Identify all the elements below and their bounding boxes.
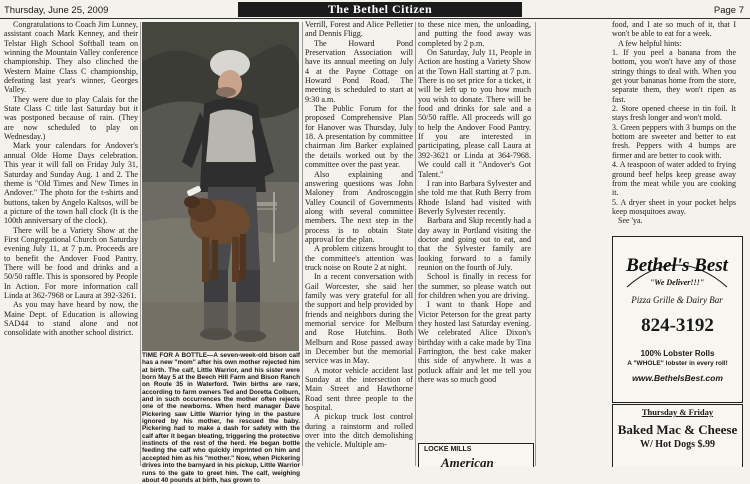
paragraph: A problem citizens brought to the committee's attention was truck noise on Route 2 at night.	[305, 244, 413, 272]
ad-locke-mills-name: American	[441, 455, 494, 470]
paragraph: Congratulations to Coach Jim Lunney, assistant coach Mark Kenney, and their Telstar High School Softball team on winning the Mountain Valley conference championship. They also clinched the Western Maine Class C championship, defeating last year's winner, Georges Valley.	[4, 20, 138, 95]
ad-subtitle: Pizza Grille & Dairy Bar	[631, 295, 723, 305]
special-ad	[612, 404, 743, 467]
page-header	[0, 0, 750, 20]
paragraph: Verrill, Forest and Alice Pelletier and Dennis Fligg.	[305, 20, 413, 39]
page-number: Page 7	[713, 5, 744, 16]
column-divider	[140, 22, 141, 466]
paragraph: They were due to play Calais for the State Class C title last Saturday but it was postponed because of rain. (They are now scheduled to play on Wednesday.)	[4, 94, 138, 142]
paragraph: School is finally in recess for the summer, so please watch out for children when you are driving.	[418, 272, 531, 300]
bethels-best-logo	[623, 247, 731, 305]
paragraph: See 'ya.	[618, 216, 643, 226]
column-divider	[415, 22, 416, 466]
paragraph: 4. A teaspoon of water added to frying ground beef helps keep grease away from the meat while you are cooking it.	[612, 160, 736, 198]
paragraph: The Public Forum for the proposed Comprehensive Plan for Hanover was Thursday, July 18. A presentation by committee chairman Jim Barker explained the details worked out by the committee over the past year.	[305, 104, 413, 170]
paragraph: food, and I ate so much of it, that I won't be able to eat for a week.	[612, 20, 736, 39]
column-divider	[302, 22, 303, 466]
photo-caption	[142, 352, 300, 484]
paragraph: There will be a Variety Show at the First Congregational Church on Saturday evening July 11, at 7 p.m. Proceeds are to benefit the Andover Food Pantry. There will be food and drinks and a 50/50 raffle. This is sponsored by People In Action. For more information call Linda at 362-7968 or Laura at 392-3261.	[4, 225, 138, 300]
special-item: Baked Mac & Cheese	[617, 422, 738, 437]
paragraph: Mark your calendars for Andover's annual Olde Home Days celebration. This year it will fall on Friday July 31, Saturday and Sunday Aug. 1 and 2. The theme is "Old Times and New Times in Andover." The photo for the t-shirts and buttons, taken by Angelo Kaltsos, will be a picture of the town hall clock (It is the 100th anniversary of the clock).	[4, 141, 138, 226]
ad-tagline: "We Deliver!!!"	[649, 278, 705, 287]
ad-locke-mills-label: LOCKE MILLS	[424, 446, 472, 453]
paragraph: A pickup truck lost control during a rainstorm and rolled over into the ditch demolishing the vehicle. Multiple am-	[305, 412, 413, 450]
bison-calf-photo	[142, 22, 299, 351]
ad-website: www.BethelsBest.com	[632, 373, 723, 383]
paragraph: In a recent conversation with Gail Worcester, she said her family was very grateful for all the support and help provided by friends and neighbors during the memorial service for Melburn and Rose Hutchins. Both Melburn and Rose passed away in December but the memorial service was in May.	[305, 272, 413, 366]
ad-lobster-subline: A "WHOLE" lobster in every roll!	[627, 360, 728, 367]
special-sub: W/ Hot Dogs $.99	[640, 439, 715, 450]
ad-phone: 824-3192	[641, 315, 714, 336]
paragraph: 3. Green peppers with 3 bumps on the bottom are sweeter and better to eat fresh. Peppers with 4 bumps are firmer and are better to cook with.	[612, 122, 736, 160]
paragraph: Also explaining and answering questions was John Maloney from Androscoggin Valley Council of Governments along with several committee members. The next step in the process is to obtain State approval for the plan.	[305, 169, 413, 244]
locke-mills-ad	[418, 443, 534, 470]
paragraph: 2. Store opened cheese in tin foil. It stays fresh longer and won't mold.	[612, 104, 736, 123]
paragraph: Barbara and Skip recently had a day away in Portland visiting the doctor and going out to eat, and that the Sylvester family are looking forward to a family reunion on the fourth of July.	[418, 216, 531, 272]
caption-lead: TIME FOR A BOTTLE—	[142, 352, 214, 359]
paragraph: 1. If you peel a banana from the bottom, you won't have any of those stringy things to deal with. When you get your bananas home from the store, separate them, they won't ripen as fast.	[612, 48, 736, 104]
ad-lobster-rolls: 100% Lobster Rolls	[640, 349, 715, 358]
paragraph: to these nice men, the unloading, and putting the food away was completed by 2 p.m.	[418, 20, 531, 48]
column-hanover-news	[305, 20, 413, 466]
special-days: Thursday & Friday	[641, 407, 714, 417]
paragraph: The Howard Pond Preservation Association will have its annual meeting on July 4 at the Payne Cottage on Howard Pond Road. The meeting is scheduled to start at 9:30 a.m.	[305, 38, 413, 104]
header-rule	[0, 18, 750, 19]
paragraph: I ran into Barbara Sylvester and she told me that Ruth Berry from Rhode Island had visited with Beverly Sylvester recently.	[418, 178, 531, 216]
caption-text: A seven-week-old bison calf has a new "mom" after his own mother rejected him at birth. The calf, Little Warrior, and his sister were born May 5 at the Beech Hill Farm and Bison Ranch on Route 35 in Waterford. Twin births are rare, according to farm owners Ted and Doretta Colburn, and in such occurrences the mother often rejects one of the newborns. When herd manager Dave Pickering saw Little Warrior lying in the pasture ignored by his mother, he rescued the baby. Pickering had to make a dash for safety with the calf after it began bleating, triggering the protective instincts of the rest of the herd. He began bottle feeding the calf who quickly imprinted on him and accepted him as his "mother." Now, when Pickering drives into the barnyard in his pickup, Little Warrior runs to the gate to greet him. The calf, weighing about 40 pounds at birth, has grown to	[142, 352, 300, 484]
column-helpful-hints	[612, 20, 736, 225]
paragraph: I want to thank Hope and Victor Peterson for the great party they hosted last Saturday evening. We celebrated Alice Dixon's birthday with a cake made by Tina Farrington, the best cake maker this side of anywhere. It was a potluck affair and let me tell you there was so much good	[418, 300, 531, 385]
paragraph: A motor vehicle accident last Sunday at the intersection of Main Street and Hawthorne Road sent three people to the hospital.	[305, 365, 413, 413]
column-andover-news	[4, 20, 138, 466]
bethels-best-ad	[612, 236, 743, 403]
column-divider	[535, 22, 536, 466]
paragraph: On Saturday, July 11, People in Action are hosting a Variety Show at the Town Hall starting at 7 p.m. There is no set price for a ticket, it will be left up to you how much you wish to donate. There will be food and drinks for sale and a 50/50 raffle. All proceeds will go to help the Andover Food Pantry. If you are interested in participating, please call Laura at 392-3621 or Linda at 364-7968. We could call it "Andover's Got Talent."	[418, 48, 531, 179]
ad-logo-text: Bethel's Best	[626, 255, 728, 276]
paragraph: As you may have heard by now, the Maine Dept. of Education is allowing SAD44 to stand alone and not consolidate with another school district.	[4, 300, 138, 338]
paragraph: A few helpful hints:	[618, 38, 682, 48]
masthead: The Bethel Citizen	[238, 2, 522, 17]
issue-date: Thursday, June 25, 2009	[4, 5, 109, 16]
paragraph: 5. A dryer sheet in your pocket helps keep mosquitoes away.	[612, 197, 736, 216]
column-andover-notes	[418, 20, 531, 440]
